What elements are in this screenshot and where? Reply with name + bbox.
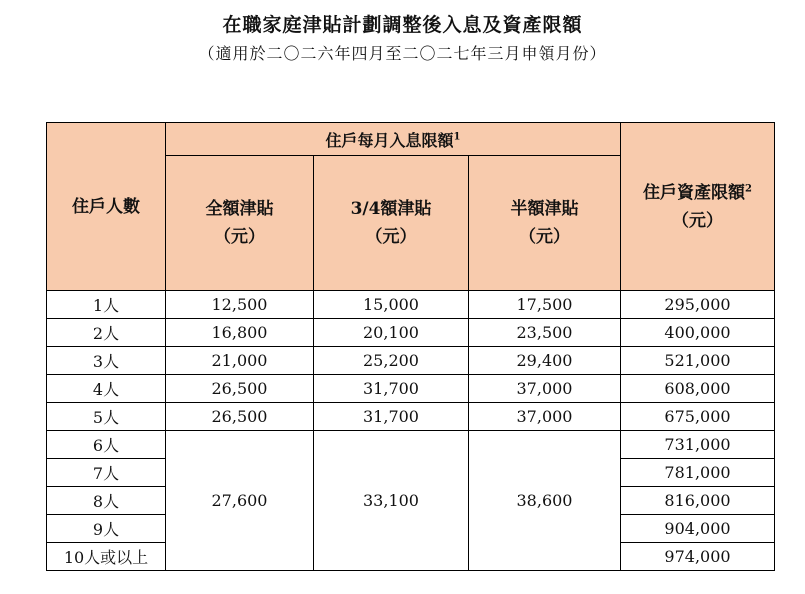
household-size-cell: 4人	[47, 375, 166, 403]
header-half-rate: 半額津貼 （元）	[469, 156, 621, 291]
full-rate-cell: 12,500	[166, 291, 314, 319]
asset-limit-cell: 608,000	[621, 375, 775, 403]
asset-limit-cell: 904,000	[621, 515, 775, 543]
header-unit: （元）	[519, 227, 570, 247]
table-row	[47, 347, 775, 375]
header-household-size: 住戶人數	[47, 123, 166, 291]
header-three-quarter-rate: 3/4額津貼 （元）	[314, 156, 469, 291]
header-unit: （元）	[214, 227, 265, 247]
household-size-cell: 7人	[47, 459, 166, 487]
footnote-marker-2: 2	[745, 182, 752, 194]
income-asset-limits-table	[46, 122, 775, 571]
half-rate-cell: 37,000	[469, 375, 621, 403]
three-quarter-rate-cell: 31,700	[314, 375, 469, 403]
header-full-rate: 全額津貼 （元）	[166, 156, 314, 291]
full-rate-cell: 16,800	[166, 319, 314, 347]
table-row	[47, 319, 775, 347]
table-row	[47, 375, 775, 403]
full-rate-cell: 21,000	[166, 347, 314, 375]
household-size-cell: 8人	[47, 487, 166, 515]
household-size-cell: 6人	[47, 431, 166, 459]
header-unit: （元）	[365, 227, 417, 247]
household-size-cell: 5人	[47, 403, 166, 431]
header-asset-limit: 住戶資產限額$^2$ （元）	[621, 123, 775, 291]
asset-limit-cell: 731,000	[621, 431, 775, 459]
table-row	[47, 291, 775, 319]
full-rate-merged-cell: 27,600	[166, 431, 314, 571]
document-subtitle: （適用於二〇二六年四月至二〇二七年三月申領月份）	[198, 44, 607, 63]
three-quarter-rate-cell: 20,100	[314, 319, 469, 347]
three-quarter-rate-cell: 25,200	[314, 347, 469, 375]
asset-limit-cell: 816,000	[621, 487, 775, 515]
asset-limit-cell: 521,000	[621, 347, 775, 375]
half-rate-cell: 29,400	[469, 347, 621, 375]
half-rate-cell: 23,500	[469, 319, 621, 347]
footnote-marker-1: 1	[453, 131, 461, 143]
asset-limit-cell: 400,000	[621, 319, 775, 347]
table-row	[47, 431, 775, 459]
asset-limit-cell: 781,000	[621, 459, 775, 487]
full-rate-cell: 26,500	[166, 403, 314, 431]
three-quarter-rate-cell: 31,700	[314, 403, 469, 431]
asset-limit-cell: 295,000	[621, 291, 775, 319]
household-size-cell: 1人	[47, 291, 166, 319]
half-rate-cell: 17,500	[469, 291, 621, 319]
household-size-cell: 9人	[47, 515, 166, 543]
document-title: 在職家庭津貼計劃調整後入息及資產限額	[222, 14, 583, 36]
header-unit: （元）	[672, 210, 723, 231]
header-monthly-income-limit: 住戶每月入息限額$^1$	[166, 123, 621, 156]
half-rate-cell: 37,000	[469, 403, 621, 431]
table-row	[47, 403, 775, 431]
household-size-cell: 3人	[47, 347, 166, 375]
asset-limit-cell: 675,000	[621, 403, 775, 431]
half-rate-merged-cell: 38,600	[469, 431, 621, 571]
full-rate-cell: 26,500	[166, 375, 314, 403]
three-quarter-rate-merged-cell: 33,100	[314, 431, 469, 571]
household-size-cell: 2人	[47, 319, 166, 347]
three-quarter-rate-cell: 15,000	[314, 291, 469, 319]
household-size-cell: 10人或以上	[47, 543, 166, 571]
asset-limit-cell: 974,000	[621, 543, 775, 571]
